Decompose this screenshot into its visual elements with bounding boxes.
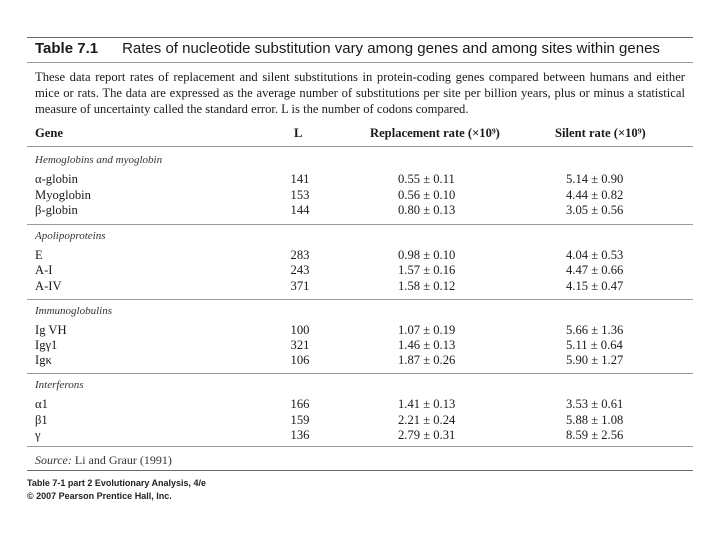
gene-name: Myoglobin <box>35 188 91 202</box>
group-label: Interferons <box>35 379 84 391</box>
replacement-rate: 2.21 ± 0.24 <box>398 413 456 427</box>
replacement-rate: 0.55 ± 0.11 <box>398 172 455 186</box>
gene-name: α-globin <box>35 172 78 186</box>
gene-name: β1 <box>35 413 48 427</box>
group-rule <box>27 446 693 447</box>
table-title <box>35 40 660 57</box>
group-rule <box>27 224 693 225</box>
header-silent: Silent rate (×10⁹) <box>555 126 646 140</box>
codon-count: 106 <box>290 353 310 367</box>
gene-name: A-IV <box>35 279 62 293</box>
gene-name: β-globin <box>35 203 78 217</box>
top-rule <box>27 37 693 38</box>
codon-count: 100 <box>290 323 310 337</box>
silent-rate: 4.47 ± 0.66 <box>566 263 624 277</box>
replacement-rate: 2.79 ± 0.31 <box>398 428 456 442</box>
group-rule <box>27 299 693 300</box>
silent-rate: 3.05 ± 0.56 <box>566 203 624 217</box>
gene-name: γ <box>35 428 41 442</box>
codon-count: 243 <box>290 263 310 277</box>
table-description: These data report rates of replacement and silent substitutions in protein-coding genes compared between humans and either mice or rats. The data are expressed as the average number of substitutions per site per billion years, plus or minus a statistical measure of uncertainty called the standard error. L is the number of codons compared. <box>35 70 685 116</box>
group-rule <box>27 373 693 374</box>
silent-rate: 4.15 ± 0.47 <box>566 279 624 293</box>
title-rule <box>27 62 693 63</box>
group-label: Immunoglobulins <box>35 305 112 317</box>
footer-line-2: © 2007 Pearson Prentice Hall, Inc. <box>27 491 172 501</box>
codon-count: 166 <box>290 397 310 411</box>
gene-name: Igγ1 <box>35 338 58 352</box>
codon-count: 371 <box>290 279 310 293</box>
silent-rate: 3.53 ± 0.61 <box>566 397 624 411</box>
source-label: Source: <box>35 453 72 467</box>
replacement-rate: 1.87 ± 0.26 <box>398 353 456 367</box>
replacement-rate: 1.46 ± 0.13 <box>398 338 456 352</box>
footer-line-1: Table 7-1 part 2 Evolutionary Analysis, 4/e <box>27 478 207 488</box>
gene-name: E <box>35 248 43 262</box>
silent-rate: 4.44 ± 0.82 <box>566 188 624 202</box>
replacement-rate: 1.58 ± 0.12 <box>398 279 456 293</box>
silent-rate: 5.88 ± 1.08 <box>566 413 624 427</box>
gene-name: A-I <box>35 263 53 277</box>
replacement-rate: 1.41 ± 0.13 <box>398 397 456 411</box>
gene-name: Igκ <box>35 353 52 367</box>
table-number: Table 7.1 <box>35 40 99 57</box>
source-text: Li and Graur (1991) <box>74 453 172 467</box>
gene-name: α1 <box>35 397 48 411</box>
silent-rate: 4.04 ± 0.53 <box>566 248 624 262</box>
footer-credit <box>27 477 206 503</box>
group-label: Apolipoproteins <box>35 230 106 242</box>
codon-count: 153 <box>290 188 310 202</box>
codon-count: 144 <box>290 203 310 217</box>
replacement-rate: 0.98 ± 0.10 <box>398 248 456 262</box>
header-replacement: Replacement rate (×10⁹) <box>370 126 500 140</box>
codon-count: 321 <box>290 338 310 352</box>
bottom-rule <box>27 470 693 471</box>
silent-rate: 8.59 ± 2.56 <box>566 428 624 442</box>
header-gene: Gene <box>35 126 63 140</box>
silent-rate: 5.90 ± 1.27 <box>566 353 624 367</box>
silent-rate: 5.14 ± 0.90 <box>566 172 624 186</box>
replacement-rate: 1.07 ± 0.19 <box>398 323 456 337</box>
header-rule <box>27 146 693 147</box>
silent-rate: 5.66 ± 1.36 <box>566 323 624 337</box>
codon-count: 136 <box>290 428 310 442</box>
replacement-rate: 0.56 ± 0.10 <box>398 188 456 202</box>
source-note <box>35 453 172 468</box>
replacement-rate: 0.80 ± 0.13 <box>398 203 456 217</box>
codon-count: 159 <box>290 413 310 427</box>
codon-count: 283 <box>290 248 310 262</box>
gene-name: Ig VH <box>35 323 67 337</box>
replacement-rate: 1.57 ± 0.16 <box>398 263 456 277</box>
codon-count: 141 <box>290 172 310 186</box>
header-l: L <box>294 126 303 140</box>
silent-rate: 5.11 ± 0.64 <box>566 338 623 352</box>
group-label: Hemoglobins and myoglobin <box>35 154 163 166</box>
table-caption: Rates of nucleotide substitution vary among genes and among sites within genes <box>122 40 660 57</box>
